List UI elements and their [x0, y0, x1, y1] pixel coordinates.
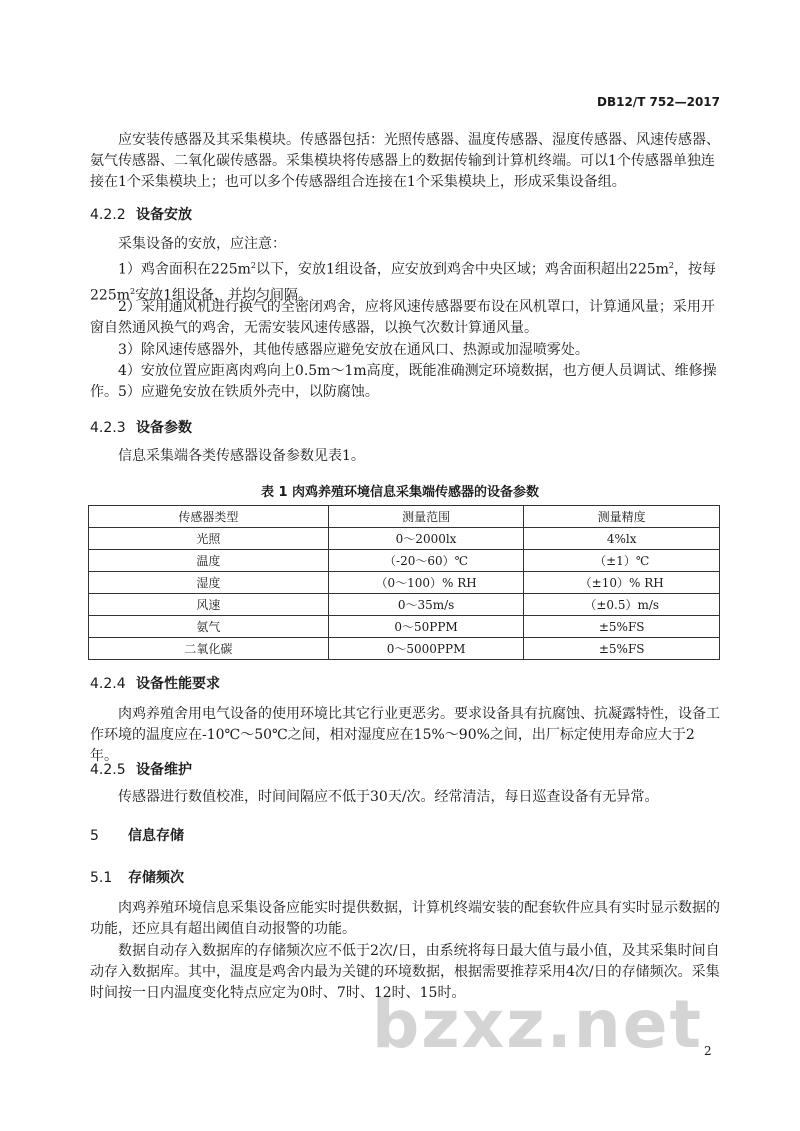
section-title: 存储频次: [128, 870, 184, 886]
table-cell: （-20～60）℃: [328, 550, 524, 572]
install-item-2: 2）采用通风机进行换气的全密闭鸡舍，应将风速传感器要布设在风机罩口，计算通风量；采用开窗自然通风换气的鸡舍，无需安装风速传感器，以换气次数计算通风量。: [90, 299, 715, 336]
table-cell: 风速: [89, 594, 329, 616]
section-heading-5-1: [90, 868, 184, 889]
section-heading-4-2-2: [90, 205, 192, 226]
storage-paragraph-2: 数据自动存入数据库的存储频次应不低于2次/日，由系统将每日最大值与最小值，及其采集时间自动存入数据库。其中，温度是鸡舍内最为关键的环境数据，根据需要推荐采用4次/日的存储频次。采集时间按一日内温度变化特点应定为0时、7时、12时、15时。: [90, 943, 720, 1001]
section-number: 4.2.2: [90, 207, 126, 223]
document-id-header: DB12/T 752—2017: [597, 95, 720, 109]
table-row: [89, 550, 720, 572]
table-cell: 氨气: [89, 616, 329, 638]
table-row: [89, 572, 720, 594]
table-cell: 0～35m/s: [328, 594, 524, 616]
section-heading-4-2-4: [90, 674, 220, 695]
table-cell: 4%lx: [524, 528, 720, 550]
section-number: 5.1: [90, 870, 113, 886]
table-row: [89, 594, 720, 616]
section-number: 4.2.3: [90, 420, 126, 436]
table-cell: 二氧化碳: [89, 638, 329, 660]
table-cell: 0～5000PPM: [328, 638, 524, 660]
page-number: 2: [704, 1044, 712, 1058]
install-item-1-part-d: 安放1组设备，并均匀间隔。: [135, 287, 313, 304]
table-row: [89, 528, 720, 550]
table-cell: 湿度: [89, 572, 329, 594]
sensor-params-table: [88, 505, 720, 660]
section-title: 信息存储: [128, 828, 184, 844]
section-title: 设备安放: [136, 207, 192, 223]
superscript: 2: [130, 286, 136, 296]
install-item-4: 4）安放位置应距离肉鸡向上0.5m～1m高度，既能准确测定环境数据，也方便人员调试、维修操作。: [90, 363, 717, 400]
column-header: 测量范围: [328, 506, 524, 528]
superscript: 2: [250, 261, 256, 270]
superscript: 2: [668, 261, 674, 270]
intro-paragraph: 应安装传感器及其采集模块。传感器包括：光照传感器、温度传感器、湿度传感器、风速传感器、氨气传感器、二氧化碳传感器。采集模块将传感器上的数据传输到计算机终端。可以1个传感器单独连接在1个采集模块上；也可以多个传感器组合连接在1个采集模块上，形成采集设备组。: [90, 132, 720, 190]
install-item-1-part-c: ，按每225m: [90, 261, 716, 304]
section-heading-5: [90, 826, 184, 847]
table-cell: 0～2000lx: [328, 528, 524, 550]
column-header: 传感器类型: [89, 506, 329, 528]
column-header: 测量精度: [524, 506, 720, 528]
table-cell: （±1）℃: [524, 550, 720, 572]
params-intro-text: 信息采集端各类传感器设备参数见表1。: [118, 448, 365, 464]
install-item-1-part-b: 以下，安放1组设备，应安放到鸡舍中央区域；鸡舍面积超出225m: [256, 261, 669, 278]
section-number: 4.2.5: [90, 762, 126, 778]
section-number: 5: [90, 828, 99, 844]
table-caption: 表 1 肉鸡养殖环境信息采集端传感器的设备参数: [260, 485, 540, 500]
section-heading-4-2-3: [90, 418, 192, 439]
section-title: 设备参数: [136, 420, 192, 436]
install-item-3: 3）除风速传感器外，其他传感器应避免安放在通风口、热源或加湿喷雾处。: [118, 342, 589, 358]
table-cell: 光照: [89, 528, 329, 550]
install-item-5: 5）应避免安放在铁质外壳中，以防腐蚀。: [118, 384, 379, 400]
section-heading-4-2-5: [90, 760, 192, 781]
watermark: bzxz.net: [372, 986, 704, 1063]
section-number: 4.2.4: [90, 676, 126, 692]
section-title: 设备性能要求: [136, 676, 220, 692]
table-row: [89, 638, 720, 660]
table-header-row: [89, 506, 720, 528]
table-cell: （0～100）% RH: [328, 572, 524, 594]
table-cell: （±0.5）m/s: [524, 594, 720, 616]
install-lead-text: 采集设备的安放，应注意：: [118, 236, 286, 252]
table-cell: 0～50PPM: [328, 616, 524, 638]
section-title: 设备维护: [136, 762, 192, 778]
table-cell: （±10）% RH: [524, 572, 720, 594]
table-row: [89, 616, 720, 638]
maintenance-text: 传感器进行数值校准，时间间隔应不低于30天/次。经常清洁，每日巡查设备有无异常。: [118, 789, 659, 805]
table-cell: ±5%FS: [524, 616, 720, 638]
performance-text: 肉鸡养殖舍用电气设备的使用环境比其它行业更恶劣。要求设备具有抗腐蚀、抗凝露特性，设备工作环境的温度应在-10℃～50℃之间，相对湿度应在15%～90%之间，出厂标定使用寿命应大于2年。: [90, 706, 720, 764]
table-cell: 温度: [89, 550, 329, 572]
table-cell: ±5%FS: [524, 638, 720, 660]
install-item-1-part-a: 1）鸡舍面积在225m: [118, 261, 251, 278]
storage-paragraph-1: 肉鸡养殖环境信息采集设备应能实时提供数据，计算机终端安装的配套软件应具有实时显示数据的功能，还应具有超出阈值自动报警的功能。: [90, 900, 720, 937]
